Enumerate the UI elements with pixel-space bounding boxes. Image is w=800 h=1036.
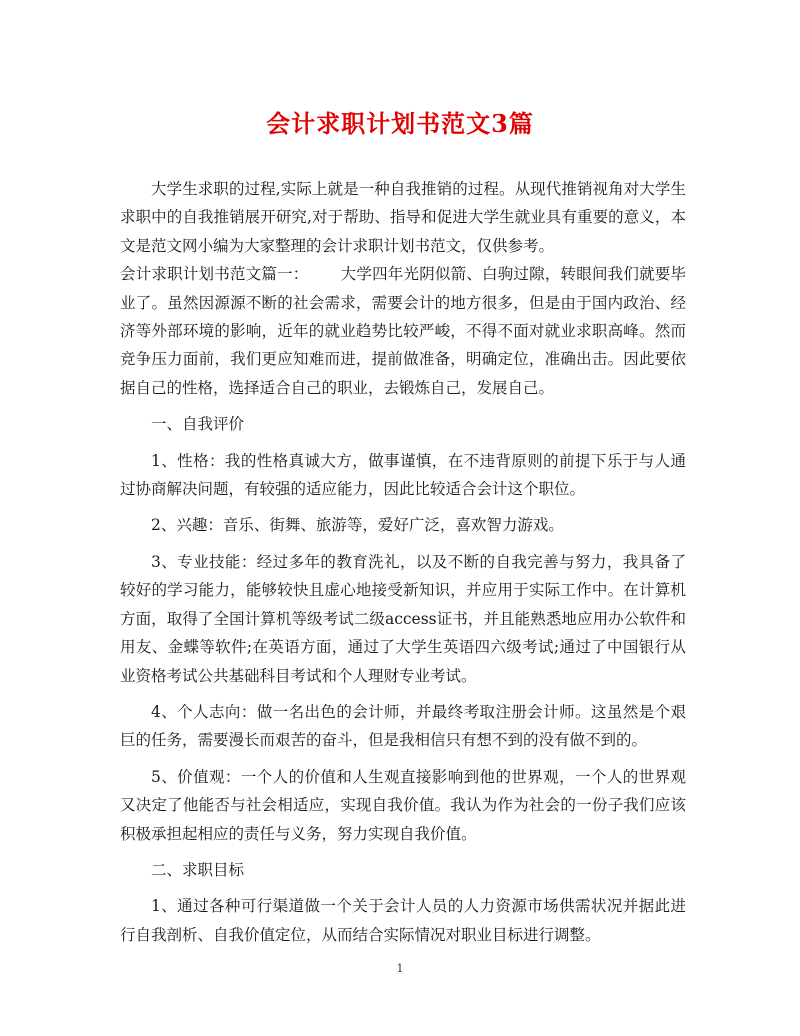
item-interests: 2、兴趣：音乐、街舞、旅游等，爱好广泛，喜欢智力游戏。 — [151, 516, 564, 535]
section1-intro: 大学四年光阴似箭、白驹过隙，转眼间我们就要毕业了。虽然因源源不断的社会需求，需要会计的地方很多，但是由于国内政治、经济等外部环境的影响，近年的就业趋势比较严峻，不得不面对就业求职高峰。然而竞争压力面前，我们更应知难而进，提前做准备，明确定位，准确出击。因此要依据自己的性格，选择适合自己的职业，去锻炼自己，发展自己。 — [120, 265, 686, 397]
item-personality: 1、性格：我的性格真诚大方，做事谨慎，在不违背原则的前提下乐于与人通过协商解决问题，有较强的适应能力，因此比较适合会计这个职位。 — [120, 451, 686, 499]
section1-paragraph — [120, 260, 686, 402]
item-skills: 3、专业技能：经过多年的教育洗礼，以及不断的自我完善与努力，我具备了较好的学习能力，能够较快且虚心地接受新知识，并应用于实际工作中。在计算机方面，取得了全国计算机等级考试二级access证书，并且能熟悉地应用办公软件和用友、金蝶等软件;在英语方面，通过了大学生英语四六级考试;通过了中国银行从业资格考试公共基础科目考试和个人理财专业考试。 — [120, 552, 686, 685]
item-ambition: 4、个人志向：做一名出色的会计师，并最终考取注册会计师。这虽然是个艰巨的任务，需要漫长而艰苦的奋斗，但是我相信只有想不到的没有做不到的。 — [120, 702, 686, 750]
page-number: 1 — [396, 962, 404, 975]
heading-job-goals: 二、求职目标 — [151, 860, 245, 879]
item-values: 5、价值观：一个人的价值和人生观直接影响到他的世界观，一个人的世界观又决定了他能否与社会相适应，实现自我价值。我认为作为社会的一份子我们应该积极承担起相应的责任与义务，努力实现自我价值。 — [120, 767, 686, 843]
document-body — [120, 175, 686, 949]
section1-label: 会计求职计划书范文篇一： — [120, 265, 309, 284]
heading-self-evaluation: 一、自我评价 — [151, 415, 245, 434]
document-title: 会计求职计划书范文3篇 — [266, 109, 534, 138]
intro-paragraph: 大学生求职的过程,实际上就是一种自我推销的过程。从现代推销视角对大学生求职中的自我推销展开研究,对于帮助、指导和促进大学生就业具有重要的意义，本文是范文网小编为大家整理的会计求职计划书范文，仅供参考。 — [120, 180, 686, 255]
goal-item-1: 1、通过各种可行渠道做一个关于会计人员的人力资源市场供需状况并据此进行自我剖析、自我价值定位，从而结合实际情况对职业目标进行调整。 — [120, 897, 686, 944]
